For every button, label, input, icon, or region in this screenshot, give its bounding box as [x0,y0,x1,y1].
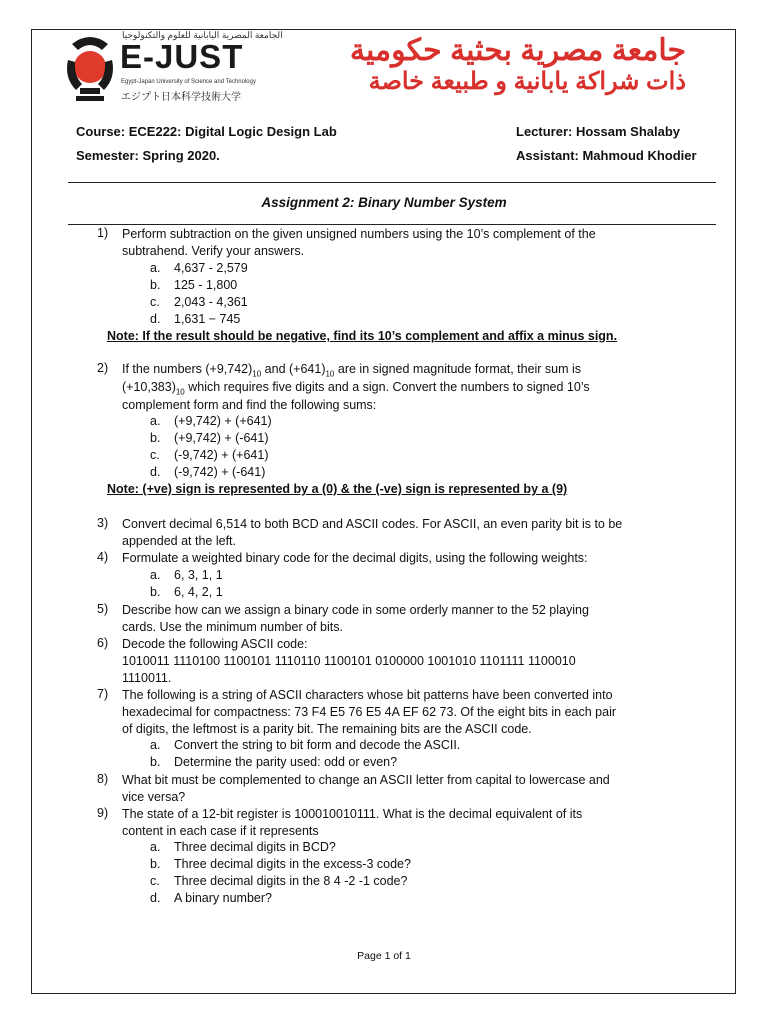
q7-item: Determine the parity used: odd or even? [174,755,398,769]
assistant-info: Assistant: Mahmoud Khodier [516,148,697,163]
q7-line: hexadecimal for compactness: 73 F4 E5 76 E5 4A EF 62 73. Of the eight bits in each pair [122,705,617,719]
q9-line: content in each case if it represents [122,824,319,838]
base-subscript: 10 [325,369,335,379]
q2-item: (-9,742) + (-641) [174,465,266,479]
q1-item-label: d. [150,312,161,326]
arabic-tagline-1: جامعة مصرية بحثية حكومية [349,34,686,67]
ejust-logo-icon [62,34,118,102]
q2-item: (-9,742) + (+641) [174,448,269,462]
q9-line: The state of a 12-bit register is 100010010111. What is the decimal equivalent of its [122,807,583,821]
q7-item: Convert the string to bit form and decode the ASCII. [174,738,461,752]
q4-number: 4) [97,550,109,564]
q1-line: subtrahend. Verify your answers. [122,244,305,258]
q4-line: Formulate a weighted binary code for the decimal digits, using the following weights: [122,551,588,565]
page-border [31,29,736,994]
q2-item-label: b. [150,431,161,445]
q7-item-label: a. [150,738,161,752]
q1-item: 4,637 - 2,579 [174,261,248,275]
q9-number: 9) [97,806,109,820]
q6-line: 1110011. [122,671,172,685]
q1-item-label: a. [150,261,161,275]
q3-line: Convert decimal 6,514 to both BCD and ASCII codes. For ASCII, an even parity bit is to be [122,517,623,531]
q8-line: What bit must be complemented to change an ASCII letter from capital to lowercase and [122,773,610,787]
q5-number: 5) [97,602,109,616]
q6-number: 6) [97,636,109,650]
q9-item: Three decimal digits in the excess-3 code? [174,857,411,871]
q2-item-label: d. [150,465,161,479]
q9-item-label: c. [150,874,160,888]
q2-line: complement form and find the following sums: [122,398,377,412]
q9-item: Three decimal digits in the 8 4 -2 -1 code? [174,874,408,888]
q9-item-label: d. [150,891,161,905]
q2-item: (+9,742) + (+641) [174,414,272,428]
logo-english: Egypt-Japan University of Science and Technology [121,79,256,85]
q8-number: 8) [97,772,109,786]
q5-line: Describe how can we assign a binary code in some orderly manner to the 52 playing [122,603,589,617]
q2-text: are in signed magnitude format, their sum is [337,362,582,376]
page-number: Page 1 of 1 [357,950,411,962]
q8-line: vice versa? [122,790,186,804]
semester-info: Semester: Spring 2020. [76,148,220,163]
q5-line: cards. Use the minimum number of bits. [122,620,343,634]
q7-item-label: b. [150,755,161,769]
q1-line: Perform subtraction on the given unsigned numbers using the 10’s complement of the [122,227,596,241]
q2-text: which requires five digits and a sign. Convert the numbers to signed 10’s [188,380,590,394]
q1-item: 2,043 - 4,361 [174,295,248,309]
q6-line: Decode the following ASCII code: [122,637,308,651]
q9-item-label: b. [150,857,161,871]
course-info: Course: ECE222: Digital Logic Design Lab [76,124,337,139]
q2-note: Note: (+ve) sign is represented by a (0) & the (-ve) sign is represented by a (9) [107,482,568,496]
q1-note: Note: If the result should be negative, find its 10’s complement and affix a minus sign. [107,329,618,343]
title-divider [68,224,716,225]
q2-text: and (+641) [264,362,326,376]
arabic-tagline-2: ذات شراكة يابانية و طبيعة خاصة [368,68,686,95]
q2-item: (+9,742) + (-641) [174,431,269,445]
logo-japanese: エジプト日本科学技術大学 [121,92,241,103]
q2-item-label: c. [150,448,160,462]
assignment-title: Assignment 2: Binary Number System [261,195,507,210]
logo-name: E-JUST [120,38,244,75]
logo-arabic-small: الجامعة المصرية اليابانية للعلوم والتكنولوجيا [122,30,283,40]
q4-item: 6, 4, 2, 1 [174,585,223,599]
lecturer-info: Lecturer: Hossam Shalaby [516,124,681,139]
q3-number: 3) [97,516,109,530]
q6-line: 1010011 1110100 1100101 1110110 1100101 0100000 1001010 1101111 1100010 [122,654,576,668]
q1-item: 125 - 1,800 [174,278,238,292]
q7-line: of digits, the leftmost is a parity bit. The remaining bits are the ASCII code. [122,722,532,736]
q4-item: 6, 3, 1, 1 [174,568,223,582]
q7-number: 7) [97,687,109,701]
q1-number: 1) [97,226,109,240]
q2-number: 2) [97,361,109,375]
q4-item-label: b. [150,585,161,599]
q2-item-label: a. [150,414,161,428]
header-divider [68,182,716,183]
q2-text: If the numbers (+9,742) [122,362,253,376]
q9-item: Three decimal digits in BCD? [174,840,336,854]
q4-item-label: a. [150,568,161,582]
q2-text: (+10,383) [122,380,176,394]
q1-item: 1,631 − 745 [174,312,241,326]
base-subscript: 10 [175,387,185,397]
q9-item-label: a. [150,840,161,854]
q7-line: The following is a string of ASCII characters whose bit patterns have been converted into [122,688,613,702]
q3-line: appended at the left. [122,534,236,548]
q1-item-label: b. [150,278,161,292]
q1-item-label: c. [150,295,160,309]
base-subscript: 10 [252,369,262,379]
q9-item: A binary number? [174,891,272,905]
